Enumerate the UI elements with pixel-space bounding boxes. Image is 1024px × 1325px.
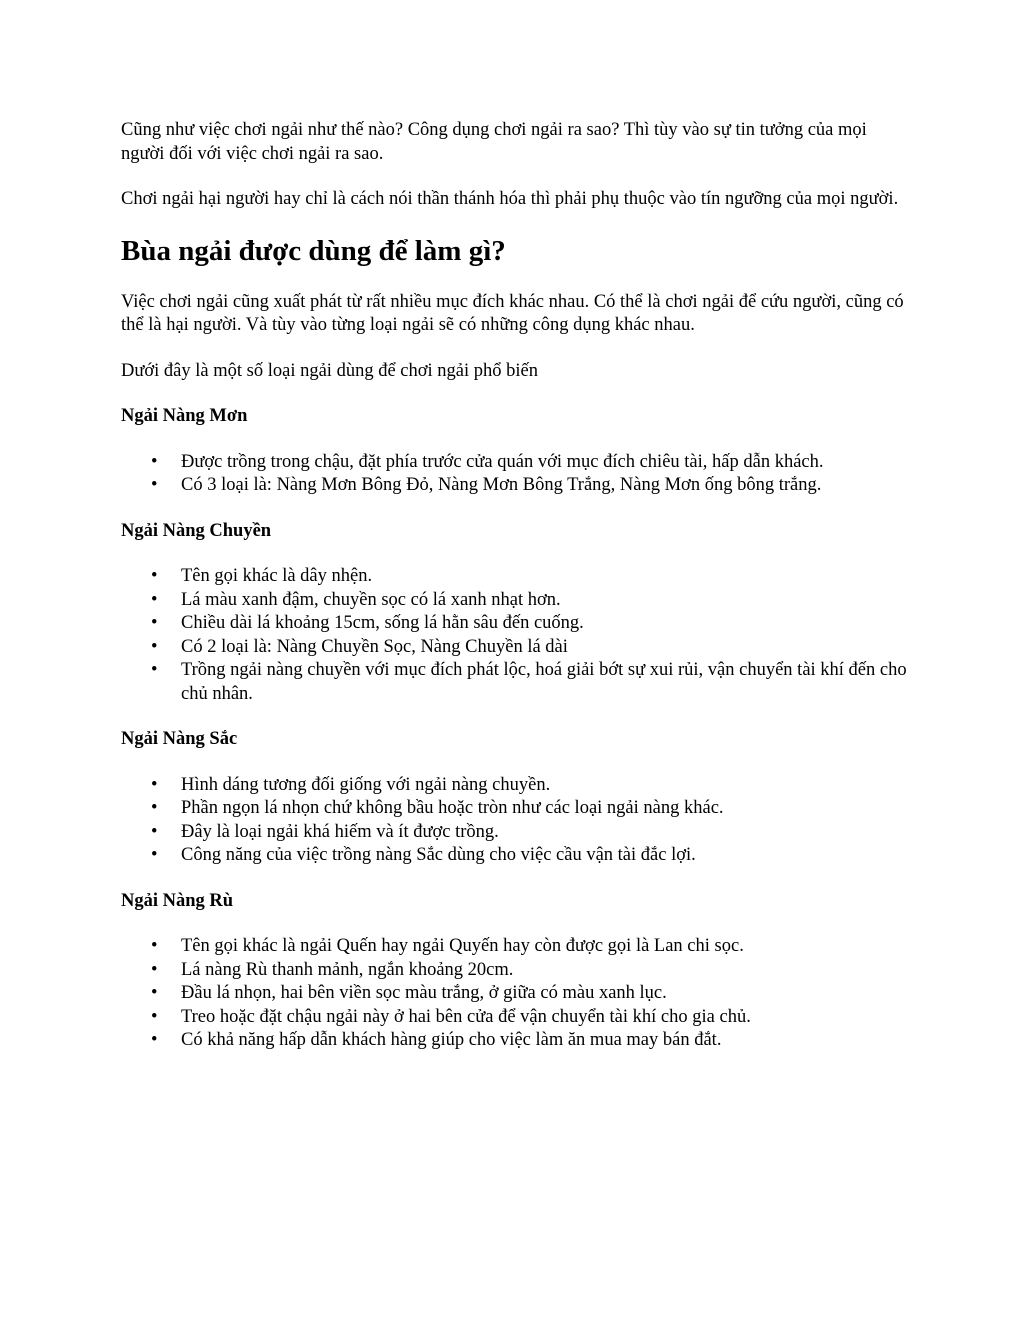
list-item: • Có khả năng hấp dẫn khách hàng giúp cho việc làm ăn mua may bán đắt. <box>181 1029 911 1053</box>
type-list-nang-chuyen <box>121 565 911 706</box>
list-item: • Đây là loại ngải khá hiếm và ít được trồng. <box>181 821 911 845</box>
list-item: • Hình dáng tương đối giống với ngải nàng chuyền. <box>181 774 911 798</box>
list-item: • Đầu lá nhọn, hai bên viền sọc màu trắng, ở giữa có màu xanh lục. <box>181 982 911 1006</box>
section-heading: Bùa ngải được dùng để làm gì? <box>121 234 506 267</box>
type-title-nang-ru: Ngải Nàng Rù <box>121 890 234 911</box>
type-title-nang-mon: Ngải Nàng Mơn <box>121 406 248 426</box>
list-item: • Tên gọi khác là dây nhện. <box>181 565 911 589</box>
type-title-nang-chuyen: Ngải Nàng Chuyền <box>121 520 272 541</box>
document-page <box>121 119 911 1075</box>
list-item: • Treo hoặc đặt chậu ngải này ở hai bên cửa để vận chuyển tài khí cho gia chủ. <box>181 1006 911 1030</box>
list-item: • Lá màu xanh đậm, chuyền sọc có lá xanh nhạt hơn. <box>181 589 911 613</box>
list-item: • Trồng ngải nàng chuyền với mục đích phát lộc, hoá giải bớt sự xui rủi, vận chuyển tài khí đến cho chủ nhân. <box>181 659 911 706</box>
type-list-nang-sac <box>121 774 911 868</box>
list-item: • Lá nàng Rù thanh mảnh, ngắn khoảng 20cm. <box>181 959 911 983</box>
list-item: • Công năng của việc trồng nàng Sắc dùng cho việc cầu vận tài đắc lợi. <box>181 844 911 868</box>
list-item: • Phần ngọn lá nhọn chứ không bầu hoặc tròn như các loại ngải nàng khác. <box>181 797 911 821</box>
type-title-nang-sac: Ngải Nàng Sắc <box>121 729 238 749</box>
intro-paragraph-1: Cũng như việc chơi ngải như thế nào? Công dụng chơi ngải ra sao? Thì tùy vào sự tin tưởng của mọi người đối với việc chơi ngải ra sao. <box>121 120 867 164</box>
list-item: • Có 3 loại là: Nàng Mơn Bông Đỏ, Nàng Mơn Bông Trắng, Nàng Mơn ống bông trắng. <box>181 474 911 498</box>
type-list-nang-ru <box>121 935 911 1053</box>
section-paragraph-2: Dưới đây là một số loại ngải dùng để chơi ngải phổ biến <box>121 360 538 381</box>
list-item: • Tên gọi khác là ngải Quến hay ngải Quyến hay còn được gọi là Lan chi sọc. <box>181 935 911 959</box>
section-paragraph-1: Việc chơi ngải cũng xuất phát từ rất nhiều mục đích khác nhau. Có thể là chơi ngải để cứu người, cũng có thể là hại người. Và tùy vào từng loại ngải sẽ có những công dụng khác nhau. <box>121 291 904 335</box>
list-item: • Được trồng trong chậu, đặt phía trước cửa quán với mục đích chiêu tài, hấp dẫn khách. <box>181 451 911 475</box>
list-item: • Có 2 loại là: Nàng Chuyền Sọc, Nàng Chuyền lá dài <box>181 636 911 660</box>
list-item: • Chiều dài lá khoảng 15cm, sống lá hằn sâu đến cuống. <box>181 612 911 636</box>
intro-paragraph-2: Chơi ngải hại người hay chỉ là cách nói thần thánh hóa thì phải phụ thuộc vào tín ngưỡng của mọi người. <box>121 189 899 209</box>
type-list-nang-mon <box>121 451 911 498</box>
